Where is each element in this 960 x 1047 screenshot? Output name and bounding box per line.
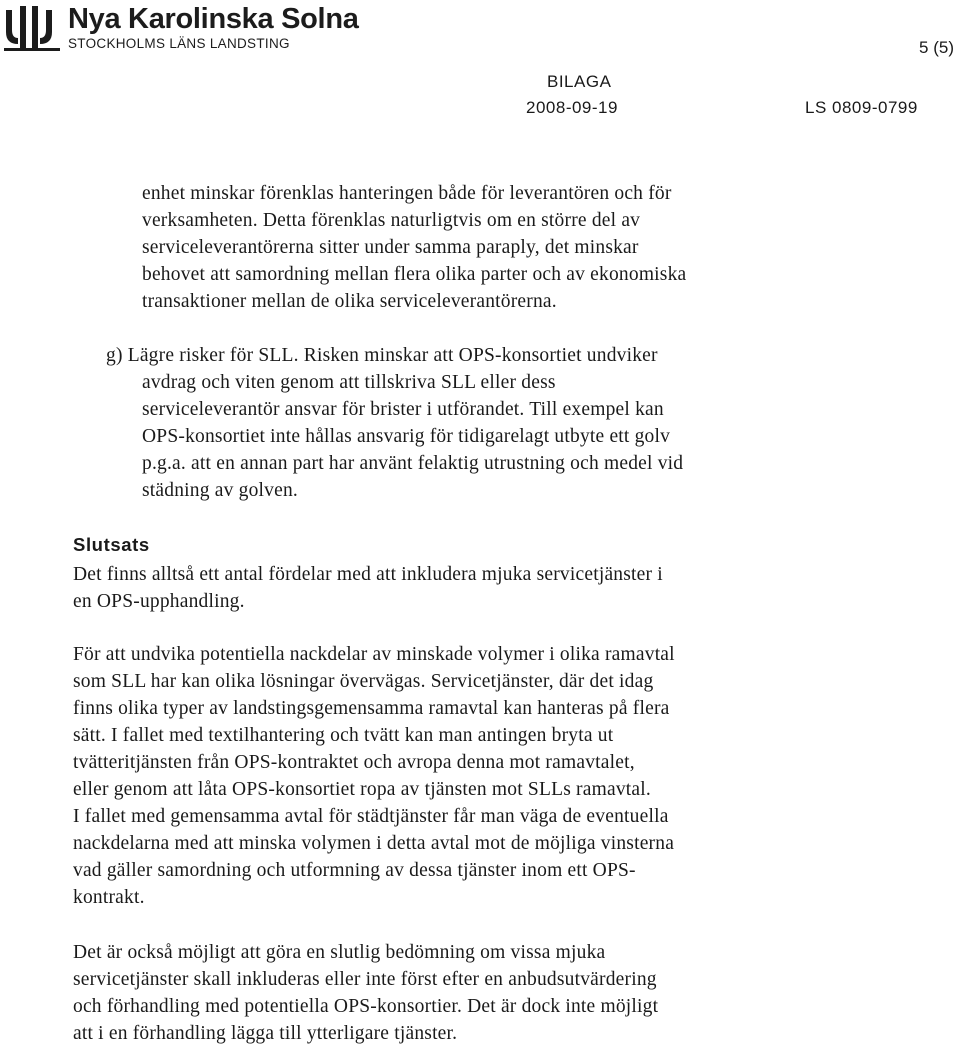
- text-line: enhet minskar förenklas hanteringen både för leverantören och för: [142, 183, 672, 204]
- text-line: OPS-konsortiet inte hållas ansvarig för tidigarelagt utbyte ett golv: [142, 426, 671, 447]
- text-line: verksamheten. Detta förenklas naturligtvis om en större del av: [142, 210, 641, 231]
- text-line: tvätteritjänsten från OPS-kontraktet och avropa denna mot ramavtalet,: [73, 752, 635, 773]
- text-line: behovet att samordning mellan flera olika parter och av ekonomiska: [142, 264, 687, 285]
- text-line: Det finns alltså ett antal fördelar med att inkludera mjuka servicetjänster i: [73, 564, 663, 585]
- logo-name: Nya Karolinska Solna: [68, 3, 359, 35]
- paragraph-intro: [142, 180, 802, 315]
- text-line: att i en förhandling lägga till ytterligare tjänster.: [73, 1023, 458, 1044]
- karolinska-logo-icon: [2, 2, 62, 52]
- logo: [0, 0, 370, 54]
- text-line: g) Lägre risker för SLL. Risken minskar att OPS-konsortiet undviker: [106, 345, 658, 366]
- text-line: eller genom att låta OPS-konsortiet ropa av tjänsten mot SLLs ramavtal.: [73, 779, 651, 800]
- text-line: serviceleverantör ansvar för brister i utförandet. Till exempel kan: [142, 399, 664, 420]
- text-line: servicetjänster skall inkluderas eller inte först efter en anbudsutvärdering: [73, 969, 657, 990]
- document-date: 2008-09-19: [526, 98, 618, 117]
- text-line: vad gäller samordning och utformning av dessa tjänster inom ett OPS-: [73, 860, 636, 881]
- text-line: För att undvika potentiella nackdelar av minskade volymer i olika ramavtal: [73, 644, 675, 665]
- text-line: I fallet med gemensamma avtal för städtjänster får man väga de eventuella: [73, 806, 669, 827]
- text-line: p.g.a. att en annan part har använt felaktig utrustning och medel vid: [142, 453, 684, 474]
- paragraph-solutions: [73, 641, 793, 911]
- text-line: som SLL har kan olika lösningar övervägas. Servicetjänster, där det idag: [73, 671, 654, 692]
- paragraph-list-item-g: [106, 342, 796, 504]
- text-line: städning av golven.: [142, 480, 298, 501]
- text-line: finns olika typer av landstingsgemensamma ramavtal kan hanteras på flera: [73, 698, 670, 719]
- document-reference: LS 0809-0799: [805, 98, 918, 117]
- text-line: Det är också möjligt att göra en slutlig bedömning om vissa mjuka: [73, 942, 606, 963]
- section-heading: Slutsats: [73, 534, 150, 555]
- text-line: och förhandling med potentiella OPS-konsortier. Det är dock inte möjligt: [73, 996, 659, 1017]
- paragraph-conclusion: [73, 561, 793, 615]
- paragraph-final: [73, 939, 793, 1047]
- logo-subtitle: STOCKHOLMS LÄNS LANDSTING: [68, 36, 290, 51]
- text-line: avdrag och viten genom att tillskriva SLL eller dess: [142, 372, 556, 393]
- text-line: sätt. I fallet med textilhantering och tvätt kan man antingen bryta ut: [73, 725, 614, 746]
- text-line: transaktioner mellan de olika serviceleverantörerna.: [142, 291, 557, 312]
- text-line: en OPS-upphandling.: [73, 591, 245, 612]
- document-type: BILAGA: [547, 72, 612, 91]
- page-number: 5 (5): [919, 38, 954, 57]
- text-line: nackdelarna med att minska volymen i detta avtal mot de möjliga vinsterna: [73, 833, 675, 854]
- text-line: serviceleverantörerna sitter under samma paraply, det minskar: [142, 237, 639, 258]
- text-line: kontrakt.: [73, 887, 145, 908]
